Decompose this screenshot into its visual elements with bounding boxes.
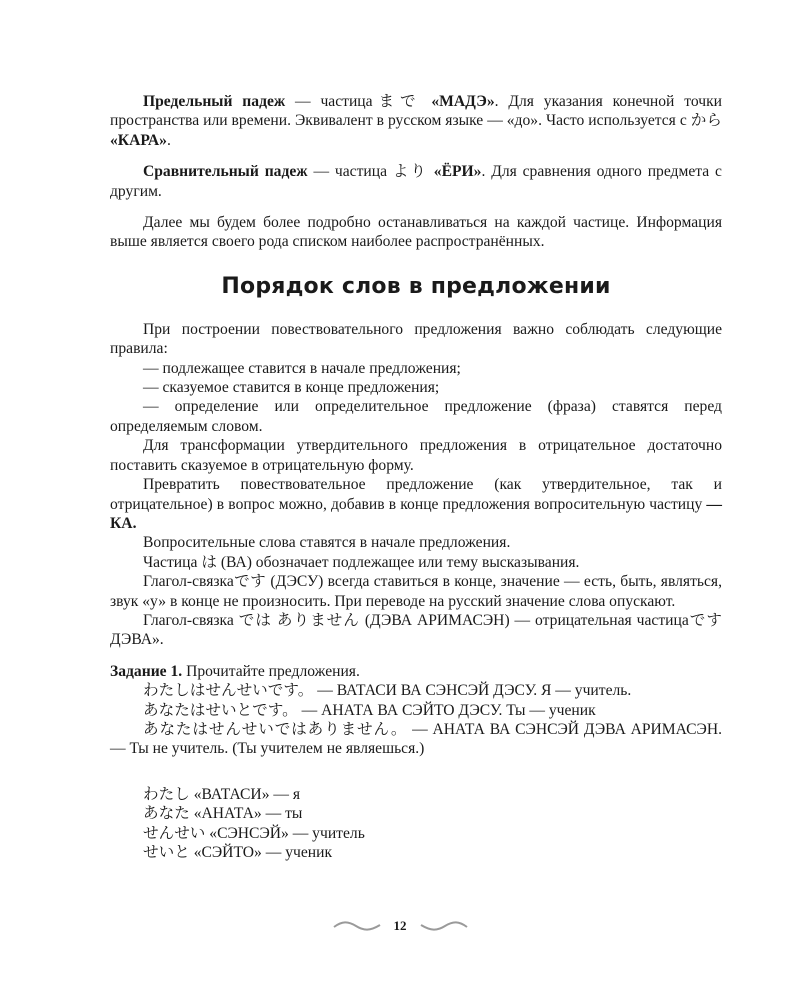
page-body [110, 92, 722, 862]
translation: — АНАТА ВА СЭНСЭЙ ДЭВА АРИМАСЭН. — Ты не учитель. (Ты учителем не являешься.) [110, 720, 722, 758]
translation: «АНАТА» — ты [189, 805, 303, 823]
vocab-item [110, 804, 722, 823]
text: ДЭВА». [110, 631, 164, 649]
paragraph-vopr-slova: Вопросительные слова ставятся в начале предложения. [143, 534, 511, 552]
text: Частица [143, 553, 202, 571]
japanese-text: では ありません [238, 611, 360, 629]
keyword: «КАРА» [110, 131, 167, 149]
japanese-text: から [690, 112, 722, 130]
vocab-list [110, 785, 722, 863]
text: — частица [307, 163, 393, 181]
japanese-text: です [688, 611, 722, 629]
paragraph-dewa [110, 611, 722, 650]
translation: — ВАТАСИ ВА СЭНСЭЙ ДЭСУ. Я — учитель. [313, 682, 632, 700]
text: . Для указания конечной точки пространства или времени. Эквивалент в русском языке — «до». Часто используется с [110, 93, 722, 130]
japanese-text: より [392, 163, 428, 181]
vocab-item [110, 843, 722, 862]
paragraph-transform: Для трансформации утвердительного предложения в отрицательное достаточно поставить сказуемое в отрицательную форму. [110, 437, 722, 474]
text: (ДЭВА АРИМАСЭН) — отрицательная частица [359, 611, 689, 629]
translation: «ВАТАСИ» — я [189, 785, 301, 803]
page-number: 12 [393, 918, 407, 933]
text: (ВА) обозначает подлежащее или тему высказывания. [216, 553, 580, 571]
term: Сравнительный падеж [143, 163, 308, 181]
term: Предельный падеж [143, 93, 286, 110]
paragraph-predelny-padezh [110, 92, 722, 150]
translation: — АНАТА ВА СЭЙТО ДЭСУ. Ты — ученик [297, 701, 596, 719]
wave-ornament-left [332, 919, 382, 933]
task-sentence [110, 701, 722, 720]
rule-item: — подлежащее ставится в начале предложения; [143, 359, 461, 377]
text: — частица [285, 93, 373, 110]
translation: «СЭНСЭЙ» — учитель [205, 824, 365, 842]
japanese-text: わたし [143, 785, 190, 803]
task-label: Задание 1. [110, 662, 183, 680]
text: Превратить повествовательное предложение (как утвердительное, так и отрицательное) в вопрос можно, добавив в конце предложения вопросительную частицу [110, 476, 722, 513]
translation: «СЭЙТО» — ученик [189, 844, 333, 861]
text: . [166, 131, 171, 149]
keyword: «ЁРИ» [427, 163, 482, 181]
vocab-item [110, 824, 722, 843]
text: Глагол-связка [143, 573, 234, 591]
paragraph-dalee: Далее мы будем более подробно останавливаться на каждой частице. Информация выше является своего рода списком наиболее распространённых. [110, 214, 722, 251]
japanese-text: せいと [143, 844, 190, 861]
section-heading: Порядок слов в предложении [221, 273, 611, 299]
task-sentence [110, 720, 722, 759]
japanese-text: まで [372, 93, 422, 110]
paragraph-sravnitelny-padezh [110, 162, 722, 201]
vocab-item [110, 785, 722, 804]
keyword: — КА. [110, 495, 722, 532]
japanese-text: あなたはせいとです。 [143, 701, 298, 719]
task-text: Прочитайте предложения. [182, 662, 360, 680]
japanese-text: あなたはせんせいではありません。 [143, 720, 408, 738]
wave-ornament-right [419, 919, 469, 933]
keyword: «МАДЭ» [421, 93, 495, 110]
japanese-text: せんせい [143, 824, 206, 842]
japanese-text: あなた [143, 805, 190, 823]
task-heading [110, 662, 722, 681]
japanese-text: は [201, 553, 217, 571]
rule-item: — сказуемое ставится в конце предложения; [143, 379, 440, 397]
japanese-text: わたしはせんせいです。 [143, 682, 314, 700]
text: Глагол-связка [143, 611, 239, 629]
paragraph-desu [110, 572, 722, 611]
paragraph-wa [110, 553, 722, 572]
text: . Для сравнения одного предмета с другим. [110, 163, 722, 200]
japanese-text: です [233, 573, 267, 591]
page-footer [0, 914, 800, 938]
paragraph-vopros [110, 475, 722, 533]
text: (ДЭСУ) всегда ставиться в конце, значение — есть, быть, являться, звук «у» в конце не произносить. При переводе на русский значение слова опускают. [110, 573, 722, 610]
rule-item: — определение или определительное предложение (фраза) ставятся перед определяемым словом. [110, 398, 722, 435]
paragraph-rules-intro: При построении повествовательного предложения важно соблюдать следующие правила: [110, 320, 722, 358]
task-sentence [110, 681, 722, 700]
